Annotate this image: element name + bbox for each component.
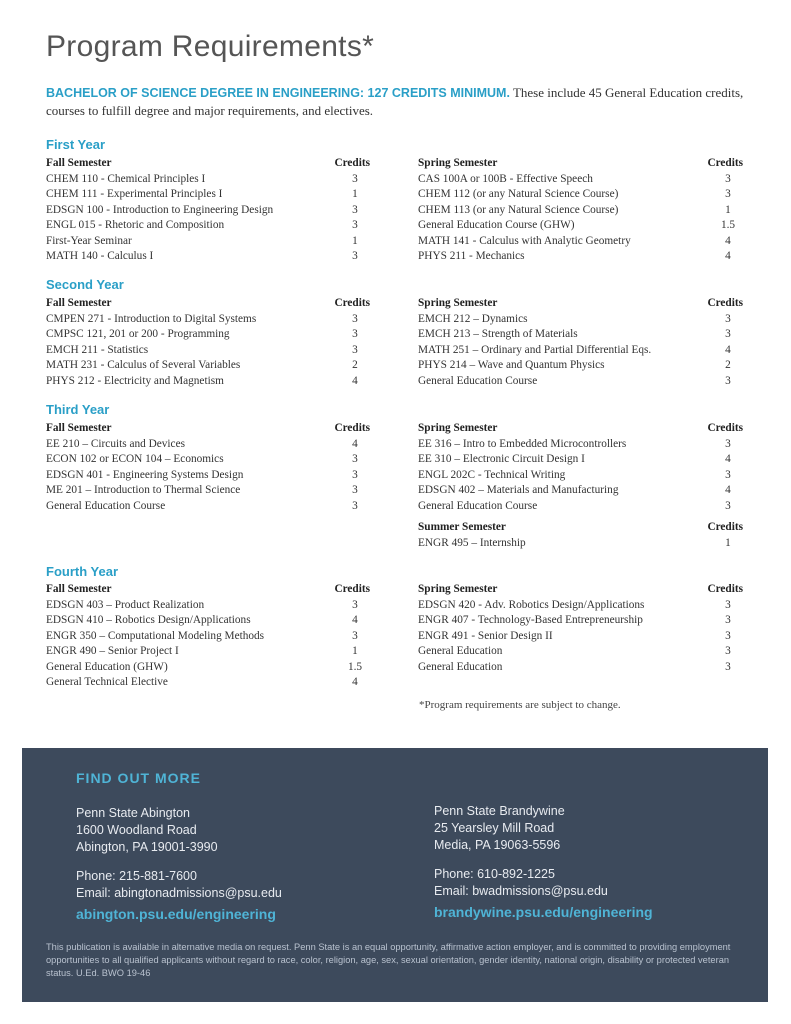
course-row [418, 536, 743, 552]
page-title: Program Requirements* [46, 30, 375, 63]
course-credits: 3 [352, 250, 358, 262]
credits-header: Credits [707, 583, 743, 595]
course-credits: 3 [352, 468, 358, 481]
course-name: MATH 231 - Calculus of Several Variables [46, 359, 241, 371]
course-name: General Education Course (GHW) [418, 219, 575, 231]
course-row [418, 203, 743, 219]
course-credits: 3 [725, 645, 731, 657]
course-name: CHEM 110 - Chemical Principles I [46, 172, 206, 185]
semester-title: Fall Semester [46, 583, 112, 595]
course-credits: 3 [352, 499, 358, 512]
semester-header [418, 421, 743, 437]
course-credits: 3 [352, 312, 358, 325]
course-row [46, 358, 370, 374]
year-heading-fourth: Fourth Year [46, 564, 119, 579]
course-credits: 3 [352, 328, 358, 340]
course-row [46, 629, 370, 645]
course-row [418, 343, 743, 359]
campus-street: 25 Yearsley Mill Road [434, 821, 555, 835]
semester-block [46, 156, 370, 265]
credits-header: Credits [707, 422, 743, 434]
year-heading-third: Third Year [46, 402, 110, 417]
campus-phone: Phone: 215-881-7600 [76, 869, 197, 883]
semester-title: Fall Semester [46, 422, 112, 434]
course-row [46, 437, 370, 453]
course-row [46, 312, 370, 328]
semester-title: Spring Semester [418, 157, 498, 169]
course-name: General Education Course [418, 374, 538, 387]
course-credits: 1 [725, 536, 731, 549]
course-credits: 1 [352, 188, 358, 200]
course-row [46, 598, 370, 614]
course-credits: 3 [725, 172, 731, 185]
course-name: EDSGN 100 - Introduction to Engineering Design [46, 203, 274, 216]
semester-header [418, 156, 743, 172]
course-credits: 4 [725, 343, 731, 356]
course-name: EMCH 212 – Dynamics [418, 312, 528, 325]
semester-block [418, 156, 743, 265]
semester-header [46, 421, 370, 437]
campus-email[interactable]: Email: abingtonadmissions@psu.edu [76, 886, 282, 900]
course-name: General Education (GHW) [46, 660, 168, 673]
course-credits: 3 [725, 312, 731, 325]
credits-header: Credits [707, 157, 743, 169]
course-name: MATH 251 – Ordinary and Partial Differential Eqs. [418, 343, 652, 356]
course-name: ENGR 350 – Computational Modeling Methods [46, 629, 265, 642]
semester-header [418, 582, 743, 598]
semester-block [418, 520, 743, 551]
course-row [418, 187, 743, 203]
course-row [46, 172, 370, 188]
credits-header: Credits [334, 297, 370, 309]
course-name: EE 210 – Circuits and Devices [46, 437, 185, 450]
semester-title: Fall Semester [46, 157, 112, 169]
course-name: ENGR 491 - Senior Design II [418, 629, 553, 642]
course-credits: 4 [352, 437, 358, 450]
course-name: EDSGN 402 – Materials and Manufacturing [418, 484, 619, 496]
course-row [46, 234, 370, 250]
semester-block [46, 296, 370, 389]
course-row [46, 452, 370, 468]
semester-title: Spring Semester [418, 297, 498, 309]
year-heading-first: First Year [46, 137, 106, 152]
course-name: EE 316 – Intro to Embedded Microcontrollers [418, 437, 627, 450]
course-row [418, 172, 743, 188]
course-row [418, 660, 743, 676]
find-out-more-heading: FIND OUT MORE [76, 770, 201, 786]
campus-url-link[interactable]: brandywine.psu.edu/engineering [434, 904, 653, 920]
course-name: PHYS 211 - Mechanics [418, 250, 525, 262]
course-credits: 3 [725, 499, 731, 512]
course-row [418, 644, 743, 660]
course-name: MATH 141 - Calculus with Analytic Geometry [418, 234, 631, 247]
semester-title: Fall Semester [46, 297, 112, 309]
intro-paragraph [46, 84, 746, 120]
course-row [418, 499, 743, 515]
semester-block [418, 582, 743, 675]
course-credits: 3 [725, 188, 731, 200]
campus-name: Penn State Abington [76, 806, 190, 820]
course-credits: 1.5 [347, 660, 363, 673]
course-credits: 3 [352, 172, 358, 185]
semester-header [418, 520, 743, 536]
credits-header: Credits [334, 157, 370, 169]
course-credits: 1.5 [720, 219, 736, 231]
semester-header [418, 296, 743, 312]
course-name: General Education [418, 645, 503, 657]
credits-header: Credits [707, 521, 743, 533]
course-name: PHYS 212 - Electricity and Magnetism [46, 374, 224, 387]
course-name: ENGR 407 - Technology-Based Entrepreneurship [418, 614, 643, 626]
course-credits: 4 [725, 453, 731, 465]
contact-footer [22, 748, 768, 1002]
course-credits: 3 [352, 203, 358, 216]
course-credits: 3 [725, 598, 731, 611]
course-row [418, 613, 743, 629]
course-row [418, 452, 743, 468]
campus-brandywine [434, 803, 653, 921]
course-credits: 3 [725, 660, 731, 673]
course-row [46, 613, 370, 629]
course-name: General Education Course [418, 499, 538, 512]
course-row [418, 327, 743, 343]
course-credits: 1 [352, 645, 358, 657]
campus-abington [76, 805, 282, 923]
course-credits: 4 [725, 234, 731, 247]
course-name: ECON 102 or ECON 104 – Economics [46, 453, 224, 465]
course-name: EDSGN 420 - Adv. Robotics Design/Applications [418, 598, 645, 611]
course-credits: 3 [725, 629, 731, 642]
course-name: General Education Course [46, 499, 166, 512]
course-name: ENGL 202C - Technical Writing [418, 468, 566, 481]
course-row [418, 312, 743, 328]
course-credits: 3 [352, 629, 358, 642]
course-credits: 4 [352, 614, 358, 626]
disclaimer-text: This publication is available in alternative media on request. Penn State is an equal opportunity, affirmative action employer, and is committed to providing employment opportunities to all qualified applicants without regard to race, color, religion, age, sex, sexual orientation, gender identity, national origin, disability or protected veteran status. U.Ed. BWO 19-46 [46, 942, 731, 978]
campus-city: Abington, PA 19001-3990 [76, 840, 218, 854]
course-row [46, 660, 370, 676]
course-name: ENGR 490 – Senior Project I [46, 645, 179, 657]
course-credits: 1 [725, 203, 731, 216]
semester-block [418, 421, 743, 514]
course-row [46, 187, 370, 203]
semester-block [46, 421, 370, 514]
course-name: ME 201 – Introduction to Thermal Science [46, 484, 241, 496]
course-name: EE 310 – Electronic Circuit Design I [418, 453, 585, 465]
campus-street: 1600 Woodland Road [76, 823, 197, 837]
requirements-note: *Program requirements are subject to change. [419, 699, 621, 711]
course-name: EMCH 211 - Statistics [46, 343, 149, 356]
course-row [46, 343, 370, 359]
course-name: PHYS 214 – Wave and Quantum Physics [418, 359, 605, 371]
course-name: MATH 140 - Calculus I [46, 250, 154, 262]
course-credits: 3 [352, 219, 358, 231]
course-row [418, 374, 743, 390]
course-name: ENGR 495 – Internship [418, 536, 526, 549]
semester-block [46, 582, 370, 691]
semester-header [46, 156, 370, 172]
course-row [46, 249, 370, 265]
course-name: CAS 100A or 100B - Effective Speech [418, 172, 593, 185]
course-credits: 4 [352, 676, 358, 688]
course-credits: 4 [352, 374, 358, 387]
course-row [46, 468, 370, 484]
semester-header [46, 582, 370, 598]
intro-text: These include 45 General Education credits, courses to fulfill degree and major requirements, and electives. [46, 85, 744, 118]
course-name: CHEM 111 - Experimental Principles I [46, 188, 223, 200]
course-credits: 3 [352, 484, 358, 496]
course-row [418, 249, 743, 265]
campus-name: Penn State Brandywine [434, 804, 565, 818]
semester-title: Spring Semester [418, 422, 498, 434]
course-row [418, 629, 743, 645]
credits-header: Credits [707, 297, 743, 309]
course-credits: 3 [725, 328, 731, 340]
course-row [46, 499, 370, 515]
course-name: CHEM 113 (or any Natural Science Course) [418, 203, 619, 216]
course-credits: 4 [725, 484, 731, 496]
course-row [418, 598, 743, 614]
course-name: ENGL 015 - Rhetoric and Composition [46, 219, 225, 231]
course-credits: 3 [352, 453, 358, 465]
course-credits: 4 [725, 250, 731, 262]
course-name: First-Year Seminar [46, 234, 132, 247]
year-heading-second: Second Year [46, 277, 124, 292]
semester-title: Spring Semester [418, 583, 498, 595]
course-row [46, 203, 370, 219]
campus-city: Media, PA 19063-5596 [434, 838, 561, 852]
course-name: EMCH 213 – Strength of Materials [418, 328, 578, 340]
credits-header: Credits [334, 422, 370, 434]
course-row [46, 374, 370, 390]
semester-block [418, 296, 743, 389]
credits-header: Credits [334, 583, 370, 595]
course-row [418, 483, 743, 499]
course-name: EDSGN 410 – Robotics Design/Applications [46, 614, 251, 626]
campus-email[interactable]: Email: bwadmissions@psu.edu [434, 884, 608, 898]
course-name: CMPEN 271 - Introduction to Digital Systems [46, 312, 257, 325]
course-row [46, 218, 370, 234]
course-credits: 3 [352, 598, 358, 611]
course-row [418, 358, 743, 374]
course-row [418, 437, 743, 453]
course-credits: 3 [725, 468, 731, 481]
campus-url-link[interactable]: abington.psu.edu/engineering [76, 906, 276, 922]
course-row [418, 234, 743, 250]
course-name: EDSGN 401 - Engineering Systems Design [46, 468, 244, 481]
course-credits: 2 [352, 359, 358, 371]
course-row [418, 218, 743, 234]
campus-phone: Phone: 610-892-1225 [434, 867, 555, 881]
course-row [46, 675, 370, 691]
course-row [46, 483, 370, 499]
course-name: CMPSC 121, 201 or 200 - Programming [46, 328, 230, 340]
course-row [418, 468, 743, 484]
course-credits: 3 [725, 437, 731, 450]
course-name: EDSGN 403 – Product Realization [46, 598, 205, 611]
course-name: General Education [418, 660, 503, 673]
degree-heading: BACHELOR OF SCIENCE DEGREE IN ENGINEERING: 127 CREDITS MINIMUM. [46, 86, 510, 100]
semester-header [46, 296, 370, 312]
course-credits: 3 [352, 343, 358, 356]
course-row [46, 327, 370, 343]
course-row [46, 644, 370, 660]
semester-title: Summer Semester [418, 521, 506, 533]
course-credits: 1 [352, 234, 358, 247]
course-name: CHEM 112 (or any Natural Science Course) [418, 188, 619, 200]
course-credits: 3 [725, 614, 731, 626]
course-name: General Technical Elective [46, 676, 168, 688]
course-credits: 2 [725, 359, 731, 371]
course-credits: 3 [725, 374, 731, 387]
